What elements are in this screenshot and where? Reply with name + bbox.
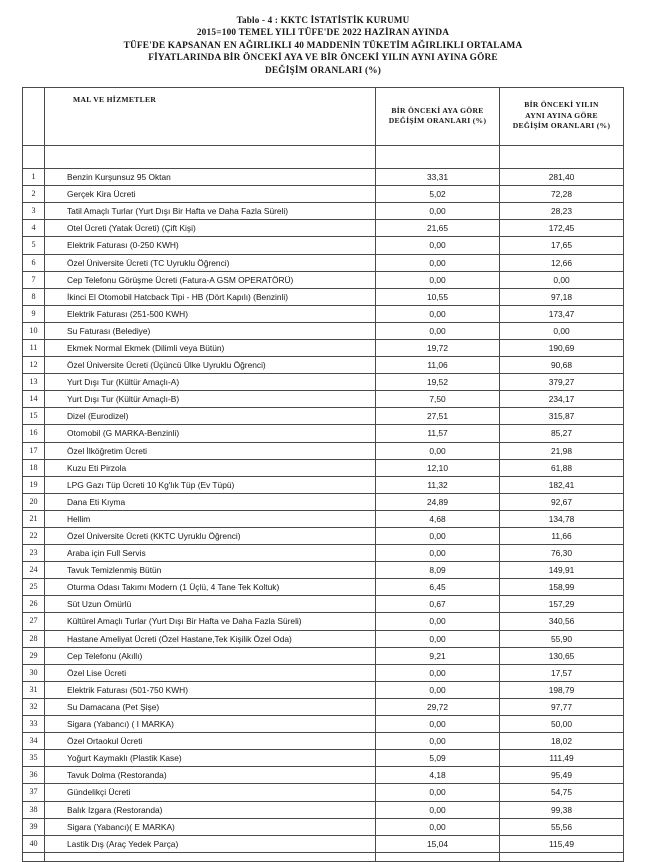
row-item-name: Balık Izgara (Restoranda) xyxy=(45,801,376,818)
row-index: 3 xyxy=(23,203,45,220)
tail-cell xyxy=(376,852,500,861)
row-index: 20 xyxy=(23,493,45,510)
row-index: 11 xyxy=(23,339,45,356)
table-row xyxy=(23,579,624,596)
column-header-annual-change-line1: BİR ÖNCEKİ YILIN xyxy=(524,100,599,110)
row-monthly-change: 7,50 xyxy=(376,391,500,408)
table-row xyxy=(23,596,624,613)
row-annual-change: 76,30 xyxy=(500,545,624,562)
table-row xyxy=(23,476,624,493)
row-index: 13 xyxy=(23,374,45,391)
table-row xyxy=(23,647,624,664)
row-monthly-change: 4,18 xyxy=(376,767,500,784)
row-index: 23 xyxy=(23,545,45,562)
row-annual-change: 18,02 xyxy=(500,733,624,750)
row-monthly-change: 0,00 xyxy=(376,733,500,750)
row-index: 2 xyxy=(23,186,45,203)
tail-cell xyxy=(45,852,376,861)
row-item-name: Sigara (Yabancı)( E MARKA) xyxy=(45,818,376,835)
row-index: 5 xyxy=(23,237,45,254)
row-item-name: Su Faturası (Belediye) xyxy=(45,322,376,339)
row-index: 17 xyxy=(23,442,45,459)
row-item-name: Sigara (Yabancı) ( I MARKA) xyxy=(45,716,376,733)
table-row xyxy=(23,254,624,271)
row-item-name: Kuzu Eti Pirzola xyxy=(45,459,376,476)
title-line-5: DEĞİŞİM ORANLARI (%) xyxy=(264,65,382,76)
row-annual-change: 234,17 xyxy=(500,391,624,408)
row-item-name: Özel Üniversite Ücreti (TC Uyruklu Öğrenci) xyxy=(45,254,376,271)
table-row xyxy=(23,408,624,425)
row-index: 33 xyxy=(23,716,45,733)
row-index: 18 xyxy=(23,459,45,476)
row-monthly-change: 4,68 xyxy=(376,510,500,527)
row-item-name: Elektrik Faturası (0-250 KWH) xyxy=(45,237,376,254)
row-annual-change: 97,77 xyxy=(500,698,624,715)
row-monthly-change: 11,06 xyxy=(376,357,500,374)
row-monthly-change: 0,00 xyxy=(376,528,500,545)
row-index: 24 xyxy=(23,562,45,579)
row-index: 6 xyxy=(23,254,45,271)
row-item-name: Oturma Odası Takımı Modern (1 Üçlü, 4 Tane Tek Koltuk) xyxy=(45,579,376,596)
row-annual-change: 97,18 xyxy=(500,288,624,305)
row-monthly-change: 8,09 xyxy=(376,562,500,579)
row-item-name: Özel Lise Ücreti xyxy=(45,664,376,681)
row-index: 27 xyxy=(23,613,45,630)
table-row xyxy=(23,322,624,339)
row-monthly-change: 6,45 xyxy=(376,579,500,596)
tail-cell xyxy=(500,852,624,861)
table-spacer-row xyxy=(23,146,624,169)
row-annual-change: 90,68 xyxy=(500,357,624,374)
row-annual-change: 54,75 xyxy=(500,784,624,801)
row-index: 25 xyxy=(23,579,45,596)
row-annual-change: 149,91 xyxy=(500,562,624,579)
row-index: 15 xyxy=(23,408,45,425)
row-item-name: Araba için Full Servis xyxy=(45,545,376,562)
row-monthly-change: 0,00 xyxy=(376,237,500,254)
table-row xyxy=(23,630,624,647)
row-monthly-change: 0,67 xyxy=(376,596,500,613)
table-row xyxy=(23,237,624,254)
row-annual-change: 0,00 xyxy=(500,322,624,339)
row-item-name: Lastik Dış (Araç Yedek Parça) xyxy=(45,835,376,852)
row-monthly-change: 19,52 xyxy=(376,374,500,391)
row-monthly-change: 9,21 xyxy=(376,647,500,664)
row-item-name: Dana Eti Kıyma xyxy=(45,493,376,510)
row-annual-change: 157,29 xyxy=(500,596,624,613)
row-index: 35 xyxy=(23,750,45,767)
row-annual-change: 12,66 xyxy=(500,254,624,271)
row-annual-change: 21,98 xyxy=(500,442,624,459)
row-index: 37 xyxy=(23,784,45,801)
row-item-name: Tavuk Dolma (Restoranda) xyxy=(45,767,376,784)
row-monthly-change: 33,31 xyxy=(376,169,500,186)
row-annual-change: 28,23 xyxy=(500,203,624,220)
row-monthly-change: 27,51 xyxy=(376,408,500,425)
row-annual-change: 134,78 xyxy=(500,510,624,527)
row-item-name: Süt Uzun Ömürlü xyxy=(45,596,376,613)
row-monthly-change: 0,00 xyxy=(376,271,500,288)
row-item-name: Elektrik Faturası (501-750 KWH) xyxy=(45,681,376,698)
row-monthly-change: 15,04 xyxy=(376,835,500,852)
table-row xyxy=(23,818,624,835)
row-item-name: Cep Telefonu Görüşme Ücreti (Fatura-A GSM OPERATÖRÜ) xyxy=(45,271,376,288)
row-item-name: İkinci El Otomobil Hatcback Tipi - HB (Dört Kapılı) (Benzinli) xyxy=(45,288,376,305)
row-index: 32 xyxy=(23,698,45,715)
table-row xyxy=(23,391,624,408)
row-index: 12 xyxy=(23,357,45,374)
table-row xyxy=(23,613,624,630)
table-row xyxy=(23,220,624,237)
row-annual-change: 340,56 xyxy=(500,613,624,630)
row-annual-change: 99,38 xyxy=(500,801,624,818)
row-annual-change: 55,56 xyxy=(500,818,624,835)
row-annual-change: 92,67 xyxy=(500,493,624,510)
row-index: 9 xyxy=(23,305,45,322)
row-annual-change: 50,00 xyxy=(500,716,624,733)
row-item-name: Ekmek Normal Ekmek (Dilimli veya Bütün) xyxy=(45,339,376,356)
column-header-annual-change-line3: DEĞİŞİM ORANLARI (%) xyxy=(512,121,611,131)
row-item-name: Tavuk Temizlenmiş Bütün xyxy=(45,562,376,579)
row-item-name: Tatil Amaçlı Turlar (Yurt Dışı Bir Hafta ve Daha Fazla Süreli) xyxy=(45,203,376,220)
row-monthly-change: 0,00 xyxy=(376,305,500,322)
row-index: 19 xyxy=(23,476,45,493)
row-item-name: Elektrik Faturası (251-500 KWH) xyxy=(45,305,376,322)
row-item-name: Yoğurt Kaymaklı (Plastik Kase) xyxy=(45,750,376,767)
row-item-name: Hellim xyxy=(45,510,376,527)
row-annual-change: 115,49 xyxy=(500,835,624,852)
row-annual-change: 61,88 xyxy=(500,459,624,476)
row-monthly-change: 5,09 xyxy=(376,750,500,767)
table-row xyxy=(23,374,624,391)
title-line-4: FİYATLARINDA BİR ÖNCEKİ AYA VE BİR ÖNCEKİ YILIN AYNI AYINA GÖRE xyxy=(148,53,498,64)
row-annual-change: 172,45 xyxy=(500,220,624,237)
row-index: 31 xyxy=(23,681,45,698)
table-row xyxy=(23,357,624,374)
table-row xyxy=(23,510,624,527)
row-item-name: LPG Gazı Tüp Ücreti 10 Kg'lık Tüp (Ev Tüpü) xyxy=(45,476,376,493)
row-item-name: Otomobil (G MARKA-Benzinli) xyxy=(45,425,376,442)
table-row xyxy=(23,203,624,220)
row-item-name: Gündelikçi Ücreti xyxy=(45,784,376,801)
table-row xyxy=(23,459,624,476)
row-item-name: Hastane Ameliyat Ücreti (Özel Hastane,Tek Kişilik Özel Oda) xyxy=(45,630,376,647)
row-monthly-change: 0,00 xyxy=(376,716,500,733)
row-item-name: Özel Üniversite Ücreti (KKTC Uyruklu Öğrenci) xyxy=(45,528,376,545)
row-monthly-change: 11,57 xyxy=(376,425,500,442)
row-annual-change: 130,65 xyxy=(500,647,624,664)
document-title-block xyxy=(22,14,624,77)
title-line-3: TÜFE'DE KAPSANAN EN AĞIRLIKLI 40 MADDENİN TÜKETİM AĞIRLIKLI ORTALAMA xyxy=(123,40,523,51)
table-row xyxy=(23,562,624,579)
row-annual-change: 11,66 xyxy=(500,528,624,545)
row-monthly-change: 0,00 xyxy=(376,254,500,271)
table-row xyxy=(23,681,624,698)
column-header-monthly-change-line1: BİR ÖNCEKİ AYA GÖRE xyxy=(391,105,484,115)
table-row xyxy=(23,442,624,459)
row-index: 4 xyxy=(23,220,45,237)
row-annual-change: 55,90 xyxy=(500,630,624,647)
row-index: 30 xyxy=(23,664,45,681)
row-annual-change: 182,41 xyxy=(500,476,624,493)
table-row xyxy=(23,750,624,767)
row-index: 14 xyxy=(23,391,45,408)
table-row xyxy=(23,716,624,733)
column-header-annual-change xyxy=(500,88,624,146)
row-item-name: Yurt Dışı Tur (Kültür Amaçlı-B) xyxy=(45,391,376,408)
table-row xyxy=(23,493,624,510)
row-item-name: Otel Ücreti (Yatak Ücreti) (Çift Kişi) xyxy=(45,220,376,237)
row-index: 36 xyxy=(23,767,45,784)
row-annual-change: 198,79 xyxy=(500,681,624,698)
spacer-cell xyxy=(45,146,376,169)
table-tail-row xyxy=(23,852,624,861)
table-row xyxy=(23,288,624,305)
row-annual-change: 379,27 xyxy=(500,374,624,391)
row-monthly-change: 0,00 xyxy=(376,818,500,835)
title-line-2: 2015=100 TEMEL YILI TÜFE'DE 2022 HAZİRAN AYINDA xyxy=(196,28,450,39)
row-monthly-change: 0,00 xyxy=(376,545,500,562)
table-row xyxy=(23,169,624,186)
table-row xyxy=(23,698,624,715)
row-monthly-change: 5,02 xyxy=(376,186,500,203)
column-header-monthly-change xyxy=(376,88,500,146)
row-index: 40 xyxy=(23,835,45,852)
row-annual-change: 95,49 xyxy=(500,767,624,784)
tail-cell xyxy=(23,852,45,861)
row-annual-change: 0,00 xyxy=(500,271,624,288)
row-item-name: Dizel (Eurodizel) xyxy=(45,408,376,425)
row-monthly-change: 0,00 xyxy=(376,322,500,339)
table-row xyxy=(23,271,624,288)
row-monthly-change: 19,72 xyxy=(376,339,500,356)
table-body xyxy=(23,146,624,862)
table-row xyxy=(23,784,624,801)
spacer-cell xyxy=(23,146,45,169)
row-monthly-change: 24,89 xyxy=(376,493,500,510)
row-index: 38 xyxy=(23,801,45,818)
row-item-name: Özel İlköğretim Ücreti xyxy=(45,442,376,459)
column-header-goods-services: MAL VE HİZMETLER xyxy=(45,88,376,146)
row-monthly-change: 12,10 xyxy=(376,459,500,476)
table-row xyxy=(23,664,624,681)
row-index: 8 xyxy=(23,288,45,305)
column-header-monthly-change-line2: DEĞİŞİM ORANLARI (%) xyxy=(388,116,487,126)
row-monthly-change: 0,00 xyxy=(376,613,500,630)
row-item-name: Yurt Dışı Tur (Kültür Amaçlı-A) xyxy=(45,374,376,391)
table-row xyxy=(23,835,624,852)
row-annual-change: 111,49 xyxy=(500,750,624,767)
row-index: 7 xyxy=(23,271,45,288)
row-monthly-change: 0,00 xyxy=(376,630,500,647)
table-row xyxy=(23,425,624,442)
table-row xyxy=(23,186,624,203)
row-item-name: Su Damacana (Pet Şişe) xyxy=(45,698,376,715)
row-annual-change: 17,65 xyxy=(500,237,624,254)
row-monthly-change: 0,00 xyxy=(376,801,500,818)
row-monthly-change: 29,72 xyxy=(376,698,500,715)
spacer-cell xyxy=(376,146,500,169)
table-row xyxy=(23,733,624,750)
row-monthly-change: 0,00 xyxy=(376,664,500,681)
table-row xyxy=(23,545,624,562)
column-header-annual-change-line2: AYNI AYINA GÖRE xyxy=(525,110,598,120)
row-monthly-change: 0,00 xyxy=(376,681,500,698)
row-annual-change: 17,57 xyxy=(500,664,624,681)
row-index: 34 xyxy=(23,733,45,750)
row-item-name: Benzin Kurşunsuz 95 Oktan xyxy=(45,169,376,186)
row-annual-change: 281,40 xyxy=(500,169,624,186)
row-item-name: Cep Telefonu (Akıllı) xyxy=(45,647,376,664)
row-index: 29 xyxy=(23,647,45,664)
row-annual-change: 85,27 xyxy=(500,425,624,442)
row-monthly-change: 11,32 xyxy=(376,476,500,493)
table-row xyxy=(23,339,624,356)
column-header-index xyxy=(23,88,45,146)
row-index: 1 xyxy=(23,169,45,186)
row-item-name: Gerçek Kira Ücreti xyxy=(45,186,376,203)
row-index: 22 xyxy=(23,528,45,545)
row-annual-change: 190,69 xyxy=(500,339,624,356)
row-monthly-change: 0,00 xyxy=(376,203,500,220)
row-monthly-change: 10,55 xyxy=(376,288,500,305)
row-item-name: Özel Ortaokul Ücreti xyxy=(45,733,376,750)
row-index: 26 xyxy=(23,596,45,613)
table-row xyxy=(23,767,624,784)
row-index: 39 xyxy=(23,818,45,835)
title-line-1: Tablo - 4 : KKTC İSTATİSTİK KURUMU xyxy=(236,15,410,25)
row-annual-change: 315,87 xyxy=(500,408,624,425)
row-item-name: Özel Üniversite Ücreti (Üçüncü Ülke Uyruklu Öğrenci) xyxy=(45,357,376,374)
row-index: 10 xyxy=(23,322,45,339)
row-monthly-change: 0,00 xyxy=(376,784,500,801)
table-header-row xyxy=(23,88,624,146)
row-monthly-change: 0,00 xyxy=(376,442,500,459)
row-index: 16 xyxy=(23,425,45,442)
row-annual-change: 72,28 xyxy=(500,186,624,203)
row-index: 28 xyxy=(23,630,45,647)
row-annual-change: 173,47 xyxy=(500,305,624,322)
table-row xyxy=(23,528,624,545)
row-annual-change: 158,99 xyxy=(500,579,624,596)
statistics-table xyxy=(22,87,624,862)
table-row xyxy=(23,801,624,818)
spacer-cell xyxy=(500,146,624,169)
row-monthly-change: 21,65 xyxy=(376,220,500,237)
row-item-name: Kültürel Amaçlı Turlar (Yurt Dışı Bir Hafta ve Daha Fazla Süreli) xyxy=(45,613,376,630)
table-row xyxy=(23,305,624,322)
row-index: 21 xyxy=(23,510,45,527)
table-header xyxy=(23,88,624,146)
